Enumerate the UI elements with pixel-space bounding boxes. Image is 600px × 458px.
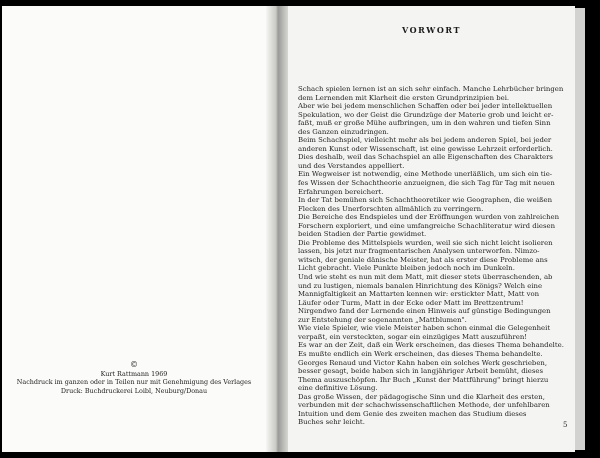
text-line: Die Probleme des Mittelspiels wurden, weil sie sich nicht leicht isolieren [298,238,553,247]
text-line: Dies deshalb, weil das Schachspiel an alle Eigenschaften des Charakters [298,153,553,162]
text-line: Mannigfaltigkeit an Mattarten kennen wir: erstickter Matt, Matt von [298,290,540,299]
text-line: Und wie steht es nun mit dem Matt, mit dieser stets überraschenden, ab [298,273,553,282]
text-line: Georges Renaud und Victor Kahn haben ein solches Werk geschrieben, [298,358,548,367]
text-line: und des Verstandes appelliert. [298,161,405,170]
copyright-block [2,361,266,395]
text-line: Läufer oder Turm, Matt in der Ecke oder Matt im Brettzentrum! [298,298,524,307]
book-gutter [266,6,288,452]
page-edges [575,8,585,450]
text-line: und zu lustigen, niemals banalen Hinrichtung des Königs? Welch eine [298,281,543,290]
text-line: beiden Stadien der Partie gewidmet. [298,230,427,239]
text-line: Buches sehr leicht. [298,418,365,427]
text-line: Intuition und dem Genie des zweiten machen das Studium dieses [298,409,527,418]
text-line: anderen Kunst oder Wissenschaft, ist eine gewisse Lehrzeit erforderlich. [298,144,553,153]
text-line: des Ganzen einzudringen. [298,127,389,136]
text-line: lassen, bis jetzt nur fragmentarischen Analysen unterworfen. Nimzo- [298,247,540,256]
text-line: Ein Wegweiser ist notwendig, eine Methode unerläßlich, um sich ein tie- [298,170,553,179]
text-line: Licht gebracht. Viele Punkte bleiben jedoch noch im Dunkeln. [298,264,515,273]
text-line: witsch, der geniale dänische Meister, hat als erster diese Probleme ans [298,255,548,264]
text-line: In der Tat bemühen sich Schachtheoretiker wie Geographen, die weißen [298,196,553,205]
text-line: Die Bereiche des Endspieles und der Eröffnungen wurden von zahlreichen [298,213,560,222]
text-line: Das große Wissen, der pädagogische Sinn und die Klarheit des ersten, [298,392,545,401]
text-line: Flecken des Unerforschten allmählich zu verringern. [298,204,484,213]
text-line: Nirgendwo fand der Lernende einen Hinweis auf günstige Bedingungen [298,307,551,316]
page-heading: VORWORT [401,25,462,35]
text-line: Thema auszuschöpfen. Ihr Buch „Kunst der Mattführung" bringt hierzu [298,375,549,384]
text-line: verbunden mit der schachwissenschaftlichen Methode, der unfehlbaren [298,401,550,410]
text-line: Aber wie bei jedem menschlichen Schaffen oder bei jeder intellektuellen [298,102,553,111]
copyright-symbol: © [130,360,138,369]
text-line: besser gesagt, beide haben sich in langjähriger Arbeit bemüht, dieses [298,367,544,376]
text-line: verpaßt, ein versteckten, sogar ein einzügiges Matt auszuführen! [298,332,528,341]
text-line: Beim Schachspiel, vielleicht mehr als bei jedem anderen Spiel, bei jeder [298,136,552,145]
copyright-printer: Druck: Buchdruckerei Loibl, Neuburg/Donau [60,386,208,395]
text-line: zur Entstehung der sogenannten „Mattblumen". [298,315,467,324]
text-line: eine definitive Lösung. [298,384,378,393]
copyright-holder: Kurt Rattmann 1969 [100,369,168,378]
text-line: Es mußte endlich ein Werk erscheinen, das dieses Thema behandelte. [298,349,543,358]
text-line: Schach spielen lernen ist an sich sehr einfach. Manche Lehrbücher bringen [298,85,564,93]
text-line: Spekulation, wo der Geist die Grundzüge der Materie grob und leicht er- [298,110,554,119]
text-line: dem Lernenden mit Klarheit die ersten Grundprinzipien bei. [298,93,510,102]
body-text [298,85,568,427]
text-line: faßt, muß er große Mühe aufbringen, um in den wahren und tiefen Sinn [298,119,551,128]
text-line: fes Wissen der Schachtheorie anzueignen, die sich Tag für Tag mit neuen [298,179,555,188]
text-line: Erfahrungen bereichert. [298,187,384,196]
text-line: Wie viele Spieler, wie viele Meister haben schon einmal die Gelegenheit [298,324,551,333]
copyright-reprint-notice: Nachdruck im ganzen oder in Teilen nur mit Genehmigung des Verlages [16,378,252,387]
page-number: 5 [563,421,568,429]
text-line: Es war an der Zeit, daß ein Werk erscheinen, das dieses Thema behandelte. [298,341,564,350]
text-line: Forschern exploriert, und eine umfangreiche Schachliteratur wird diesen [298,221,556,230]
